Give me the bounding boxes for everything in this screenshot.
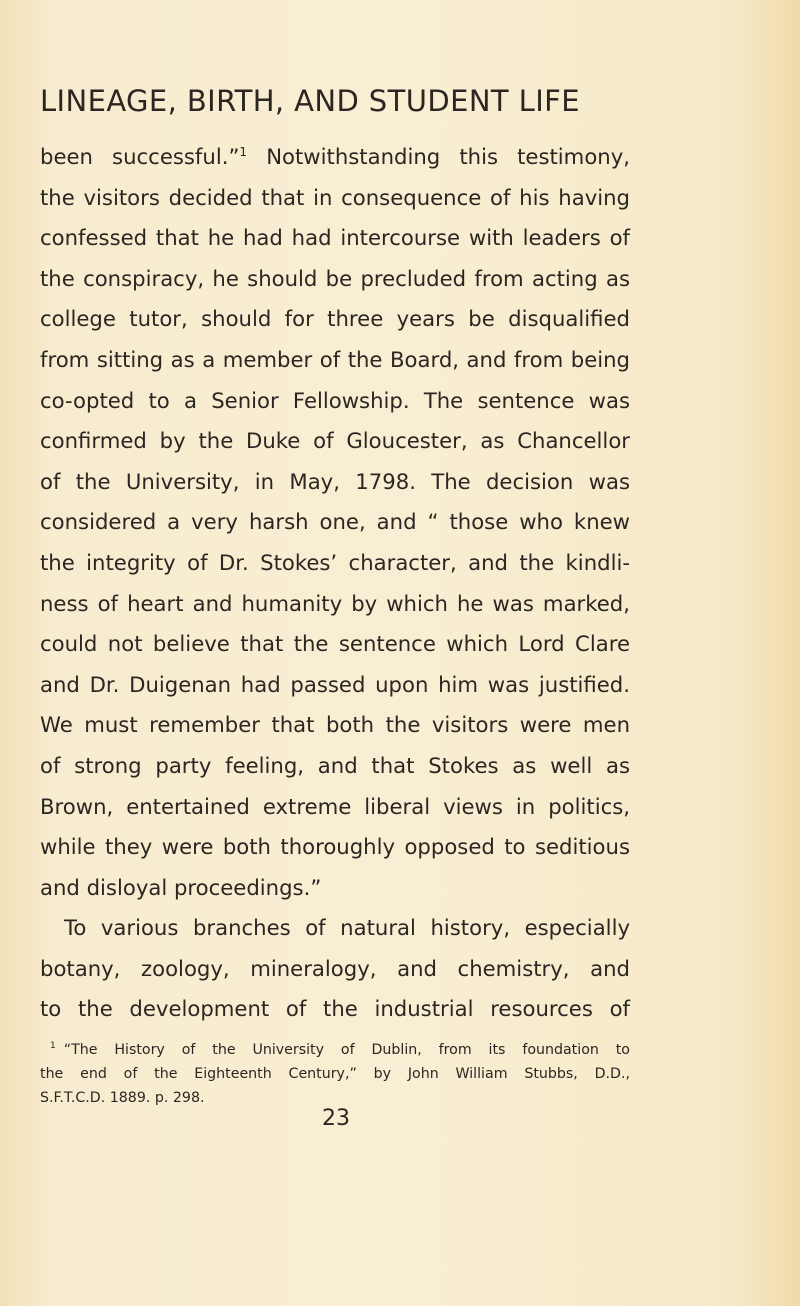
text-line: We must remember that both the visitors were men (40, 712, 630, 738)
running-head: LINEAGE, BIRTH, AND STUDENT LIFE (40, 84, 580, 118)
footnote (40, 1038, 630, 1110)
page-number: 23 (322, 1106, 350, 1131)
text-line: confessed that he had had intercourse with leaders of (40, 225, 630, 251)
text-line: botany, zoology, mineralogy, and chemistry, and (40, 955, 630, 981)
text-line: of strong party feeling, and that Stokes as well as (40, 752, 630, 778)
text-line: confirmed by the Duke of Gloucester, as Chancellor (40, 428, 630, 454)
text-line: considered a very harsh one, and “ those who knew (40, 509, 630, 535)
text-line: and Dr. Duigenan had passed upon him was justified. (40, 671, 630, 697)
footnote-line: the end of the Eighteenth Century,” by John William Stubbs, D.D., (40, 1066, 630, 1082)
body-text (40, 137, 630, 1030)
text-line: Brown, entertained extreme liberal views in politics, (40, 793, 630, 819)
text-line: been successful.”$^1$ Notwithstanding this testimony, (40, 144, 630, 169)
text-line: to the development of the industrial resources of (40, 996, 630, 1022)
footnote-line: S.F.T.C.D. 1889. p. 298. (40, 1090, 205, 1106)
text-line: the visitors decided that in consequence of his having (40, 184, 630, 210)
text-line: while they were both thoroughly opposed to seditious (40, 834, 630, 860)
text-line: of the University, in May, 1798. The decision was (40, 468, 630, 494)
text-line: could not believe that the sentence which Lord Clare (40, 631, 630, 657)
footnote-line: $^1$ “The History of the University of Dublin, from its foundation to (50, 1041, 630, 1058)
text-line: the conspiracy, he should be precluded from acting as (40, 265, 630, 291)
text-line: To various branches of natural history, especially (64, 915, 630, 941)
text-line: college tutor, should for three years be disqualified (40, 306, 630, 332)
text-line: from sitting as a member of the Board, and from being (40, 346, 630, 372)
text-line: the integrity of Dr. Stokes’ character, and the kindli- (40, 549, 630, 575)
text-line: co-opted to a Senior Fellowship. The sentence was (40, 387, 630, 413)
footnote-number: 1 (50, 1041, 56, 1052)
footnote-reference: 1 (239, 144, 248, 159)
text-line: and disloyal proceedings.” (40, 874, 322, 900)
text-line: ness of heart and humanity by which he was marked, (40, 590, 630, 616)
